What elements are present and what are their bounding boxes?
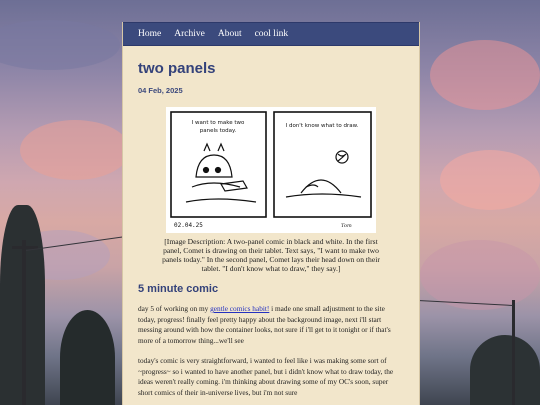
paragraph-text: day 5 of working on my: [138, 304, 211, 313]
post-title: two panels: [138, 60, 216, 77]
panel-1-text-line-2: panels today.: [199, 128, 237, 134]
tree-silhouette: [60, 310, 115, 405]
cloud: [420, 240, 540, 310]
comic-drawing: [166, 107, 376, 233]
page-container: [122, 22, 420, 405]
cloud: [430, 40, 540, 110]
cloud: [20, 120, 130, 180]
image-description: [Image Description: A two-panel comic in black and white. In the first panel, Comet is drawing on their tablet. Text says, "I want to make two panels today." In the second panel, Comet lays their head down on their tablet. "I don't know what to draw," they say.]: [162, 237, 380, 273]
nav-home-link[interactable]: Home: [138, 29, 162, 39]
panel-1-text-line-1: I want to make two: [191, 120, 245, 126]
nav-cool-link[interactable]: cool link: [254, 29, 289, 39]
tree-silhouette: [470, 335, 540, 405]
post-date: 04 Feb, 2025: [138, 86, 183, 95]
gentle-comics-habit-link[interactable]: gentle comics habit!: [210, 304, 270, 313]
nav-about-link[interactable]: About: [217, 29, 242, 39]
comic-date-mark: 02.04.25: [174, 222, 203, 229]
comic-image: [166, 107, 376, 233]
paragraph-text: i made one small adjustment to the site today, progress! finally feel pretty happy about the background image, next i'll start messing around with how the container looks, not sure if i'll get to it tonight or if that's more of a tomorrow thing...we'll see: [138, 304, 391, 346]
cloud: [440, 150, 540, 210]
comic-signature: Tom: [341, 223, 352, 229]
utility-pole: [512, 300, 515, 405]
post-paragraph-2: today's comic is very straightforward, i wanted to feel like i was making some sort of ~progress~ so i wanted to have another panel, but i didn't know what to draw today, the ideas weren't really coming. i'm thinking about drawing some of my OC's soon, super short comics of their in-universe lives, but i'm not sure: [138, 355, 394, 397]
post-paragraph-1: [138, 304, 404, 347]
utility-pole: [22, 240, 26, 405]
cloud: [0, 20, 120, 70]
panel-2-text: I don't know what to draw.: [285, 123, 359, 129]
post-content: [123, 60, 419, 399]
top-nav: [123, 22, 419, 46]
section-heading: 5 minute comic: [138, 283, 219, 295]
nav-archive-link[interactable]: Archive: [174, 29, 205, 39]
